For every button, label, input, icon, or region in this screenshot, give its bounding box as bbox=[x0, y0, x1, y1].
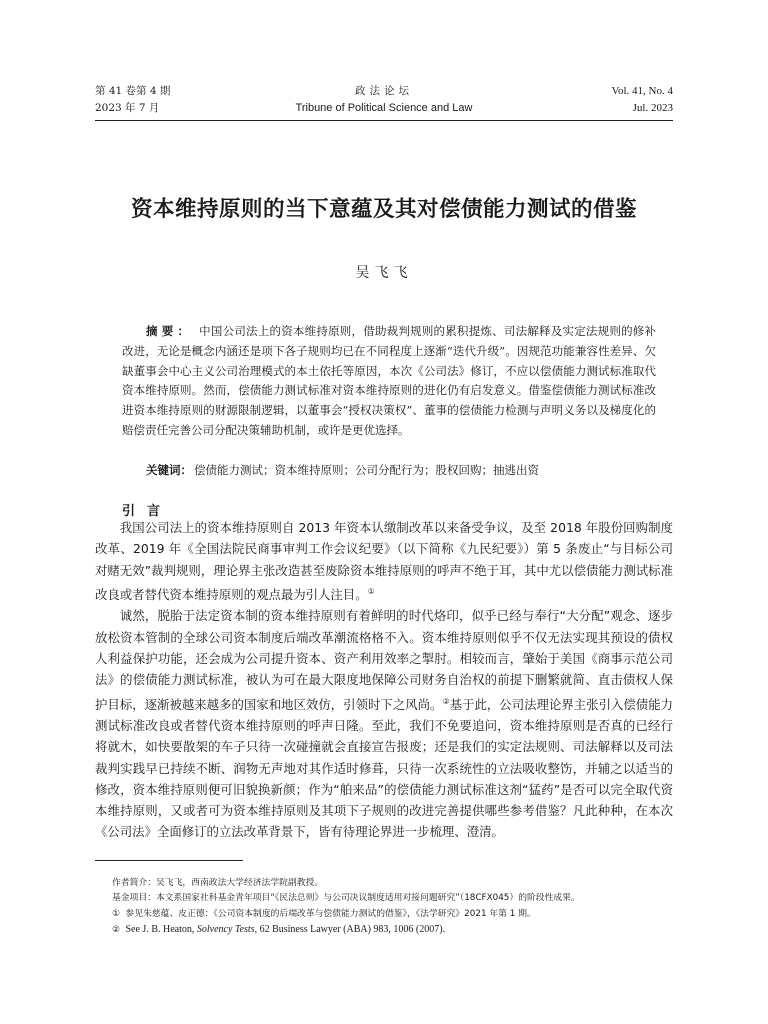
footnote-text: 参见朱慈蕴、皮正德：《公司资本制度的后端改革与偿债能力测试的借鉴》，《法学研究》2021 年第 1 期。 bbox=[125, 908, 536, 919]
journal-name-cn: 政法论坛 bbox=[355, 85, 413, 97]
date-en: Jul. 2023 bbox=[632, 102, 673, 114]
date-cn: 2023 年 7 月 bbox=[95, 102, 160, 114]
footnotes bbox=[112, 876, 672, 939]
footnote-mark: ② bbox=[112, 925, 120, 936]
journal-name-en: Tribune of Political Science and Law bbox=[295, 102, 473, 114]
header-volume bbox=[611, 83, 673, 117]
footnote-ref[interactable]: ① bbox=[367, 586, 375, 596]
paragraph-text: 基于此，公司法理论界主张引入偿债能力测试标准改良或者替代资本维持原则的呼声日隆。至此，我们不免要追问，资本维持原则是否真的已经行将就木，如快要散架的车子只待一次碰撞就会直接宣告报废；还是我们的实定法规则、司法解释以及司法裁判实践早已持续不断、润物无声地对其作适时修葺，只待一次系统性的立法吸收整饬，并辅之以适当的修改，资本维持原则便可旧貌换新颜；作为“舶来品”的偿债能力测试标准这剂“猛药”是否可以完全取代资本维持原则，又或者可为资本维持原则及其项下子规则的改进完善提供哪些参考借鉴？凡此种种，在本次《公司法》全面修订的立法改革背景下，皆有待理论界进一步梳理、澄清。 bbox=[95, 696, 674, 840]
issue-cn: 第 41 卷第 4 期 bbox=[95, 85, 171, 97]
footnote-text bbox=[125, 924, 445, 935]
article-author: 吴飞飞 bbox=[355, 265, 413, 281]
footnote-rule bbox=[95, 860, 243, 861]
article-title: 资本维持原则的当下意蕴及其对偿债能力测试的借鉴 bbox=[130, 197, 637, 222]
citation-pre: See J. B. Heaton, bbox=[125, 924, 197, 936]
author-bio: 作者简介：吴飞飞，西南政法大学经济法学院副教授。 bbox=[112, 878, 324, 888]
paragraph-text: 诚然，脱胎于法定资本制的资本维持原则有着鲜明的时代烙印，似乎已经与奉行“大分配”观念、逐步放松资本管制的全球公司资本制度后端改革潮流格格不入。资本维持原则似乎不仅无法实现其预设的债权人利益保护功能，还会成为公司提升资本、资产利用效率之掣肘。相较而言，肇始于美国《商事示范公司法》的偿债能力测试标准，被认为可在最大限度地保障公司财务自治权的前提下删繁就简、直击债权人保护目标，逐渐被越来越多的国家和地区效仿，引领时下之风尚。 bbox=[95, 608, 673, 712]
keywords-text: 偿债能力测试；资本维持原则；公司分配行为；股权回购；抽逃出资 bbox=[194, 463, 539, 477]
footnote-2 bbox=[112, 922, 672, 938]
citation-post: , 62 Business Lawyer (ABA) 983, 1006 (2007). bbox=[254, 924, 446, 936]
abstract-text: 中国公司法上的资本维持原则，借助裁判规则的累积提炼、司法解释及实定法规则的修补改进，无论是概念内涵还是项下各子规则均已在不同程度上逐渐“迭代升级”。因规范功能兼容性差异、欠缺董事会中心主义公司治理模式的本土依托等原因，本次《公司法》修订，不应以偿债能力测试标准取代资本维持原则。然而，偿债能力测试标准对资本维持原则的进化仍有启发意义。借鉴偿债能力测试标准改进资本维持原则的财源限制逻辑，以董事会“授权决策权”、董事的偿债能力检测与声明义务以及梯度化的赔偿责任完善公司分配决策辅助机制，或许是更优选择。 bbox=[122, 324, 657, 437]
footnote-ref[interactable]: ② bbox=[442, 696, 450, 706]
body-text bbox=[95, 517, 673, 843]
paragraph bbox=[95, 605, 673, 842]
footnote-mark: ① bbox=[112, 908, 120, 919]
citation-title: Solvency Tests bbox=[196, 924, 255, 936]
paragraph-text: 我国公司法上的资本维持原则自 2013 年资本认缴制改革以来备受争议，及至 2018 年股份回购制度改革、2019 年《全国法院民商事审判工作会议纪要》（以下简称《九民纪要》）第 5 条废止“与目标公司对赌无效”裁判规则，理论界主张改造甚至废除资本维持原则的呼声不绝于耳，其中尤以偿债能力测试标准改良或者替代资本维持原则的观点最为引人注目。 bbox=[95, 520, 673, 603]
keywords bbox=[146, 461, 666, 480]
paragraph bbox=[95, 517, 673, 605]
vol-en: Vol. 41, No. 4 bbox=[611, 85, 673, 97]
abstract-label: 摘要： bbox=[146, 324, 194, 338]
abstract bbox=[122, 322, 656, 441]
section-heading: 引言 bbox=[122, 504, 173, 519]
keywords-label: 关键词： bbox=[146, 463, 192, 477]
header-rule bbox=[95, 120, 673, 121]
fund-note: 基金项目：本文系国家社科基金青年项目“《民法总则》与公司决议制度适用对接问题研究”（18CFX045）的阶段性成果。 bbox=[112, 893, 580, 904]
footnote-1 bbox=[112, 907, 672, 922]
